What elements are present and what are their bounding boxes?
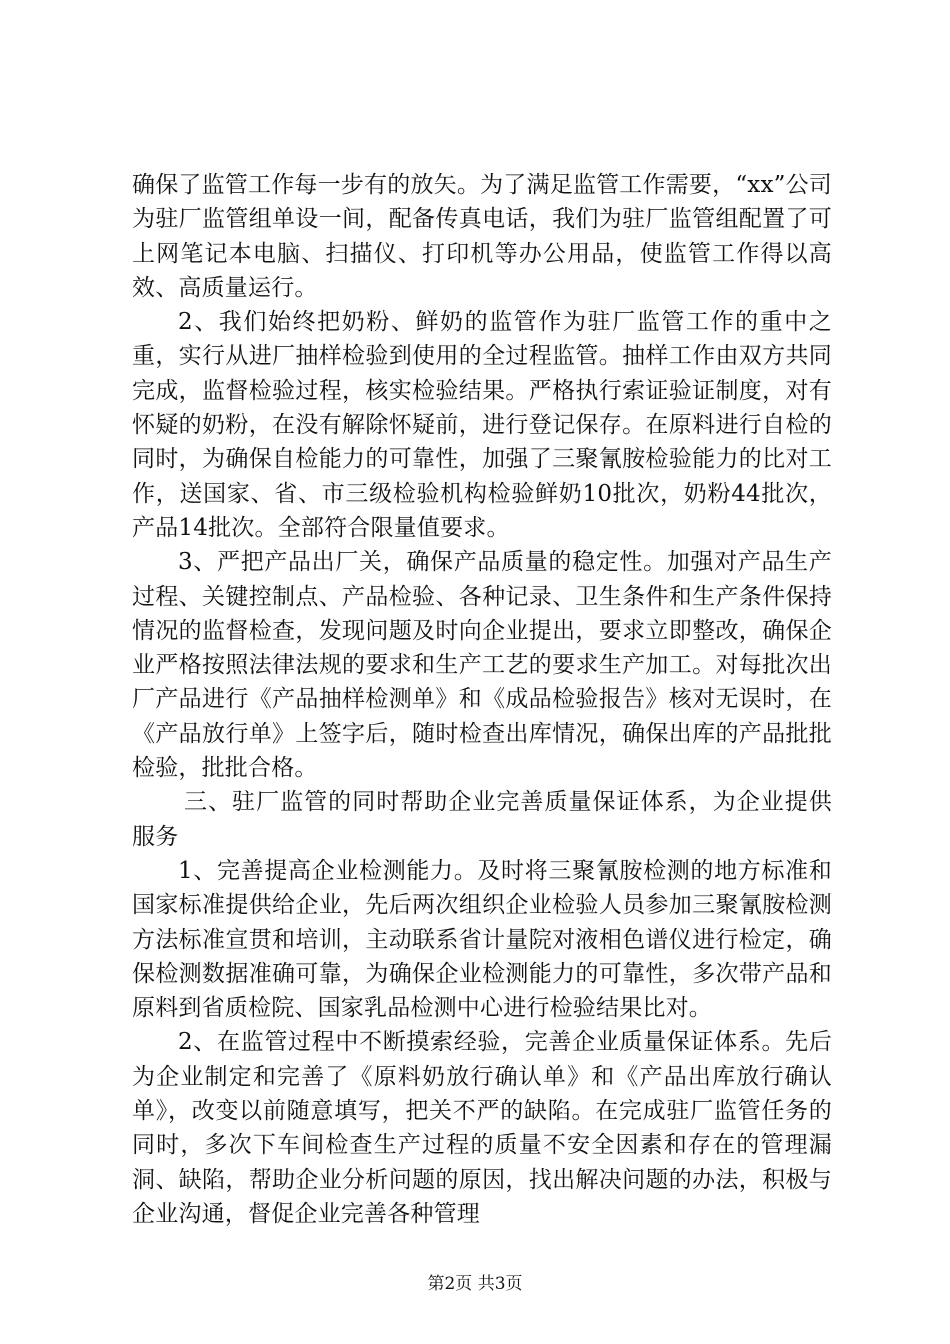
paragraph-milk-supervision: 2、我们始终把奶粉、鲜奶的监管作为驻厂监管工作的重中之重，实行从进厂抽样检验到使用的全过程监管。抽样工作由双方共同完成，监督检验过程，核实检验结果。严格执行索证验证制度，对有怀疑的奶粉，在没有解除怀疑前，进行登记保存。在原料进行自检的同时，为确保自检能力的可靠性，加强了三聚氰胺检验能力的比对工作，送国家、省、市三级检验机构检验鲜奶10批次，奶粉44批次，产品14批次。全部符合限量值要求。 bbox=[132, 309, 832, 541]
paragraph-product-release: 3、严把产品出厂关，确保产品质量的稳定性。加强对产品生产过程、关键控制点、产品检验、各种记录、卫生条件和生产条件保持情况的监督检查，发现问题及时向企业提出，要求立即整改，确保企业严格按照法律法规的要求和生产工艺的要求生产加工。对每批次出厂产品进行《产品抽样检测单》和《成品检验报告》核对无误时，在《产品放行单》上签字后，随时检查出库情况，确保出库的产品批批检验，批批合格。 bbox=[132, 549, 832, 782]
page-footer: 第2页 共3页 bbox=[427, 1274, 523, 1294]
section-heading-three: 三、驻厂监管的同时帮助企业完善质量保证体系，为企业提供服务 bbox=[132, 789, 832, 850]
paragraph-testing-capability: 1、完善提高企业检测能力。及时将三聚氰胺检测的地方标准和国家标准提供给企业，先后两次组织企业检验人员参加三聚氰胺检测方法标准宣贯和培训，主动联系省计量院对液相色谱仪进行检定，确保检测数据准确可靠，为确保企业检测能力的可靠性，多次带产品和原料到省质检院、国家乳品检测中心进行检验结果比对。 bbox=[132, 857, 832, 1022]
paragraph-quality-system: 2、在监管过程中不断摸索经验，完善企业质量保证体系。先后为企业制定和完善了《原料奶放行确认单》和《产品出库放行确认单》，改变以前随意填写，把关不严的缺陷。在完成驻厂监管任务的同时，多次下车间检查生产过程的质量不安全因素和存在的管理漏洞、缺陷，帮助企业分析问题的原因，找出解决问题的办法，积极与企业沟通，督促企业完善各种管理 bbox=[132, 1029, 832, 1227]
document-body bbox=[132, 168, 832, 1231]
paragraph-continuation: 确保了监管工作每一步有的放矢。为了满足监管工作需要，“xx”公司为驻厂监管组单设一间，配备传真电话，我们为驻厂监管组配置了可上网笔记本电脑、扫描仪、打印机等办公用品，使监管工作得以高效、高质量运行。 bbox=[132, 172, 832, 301]
